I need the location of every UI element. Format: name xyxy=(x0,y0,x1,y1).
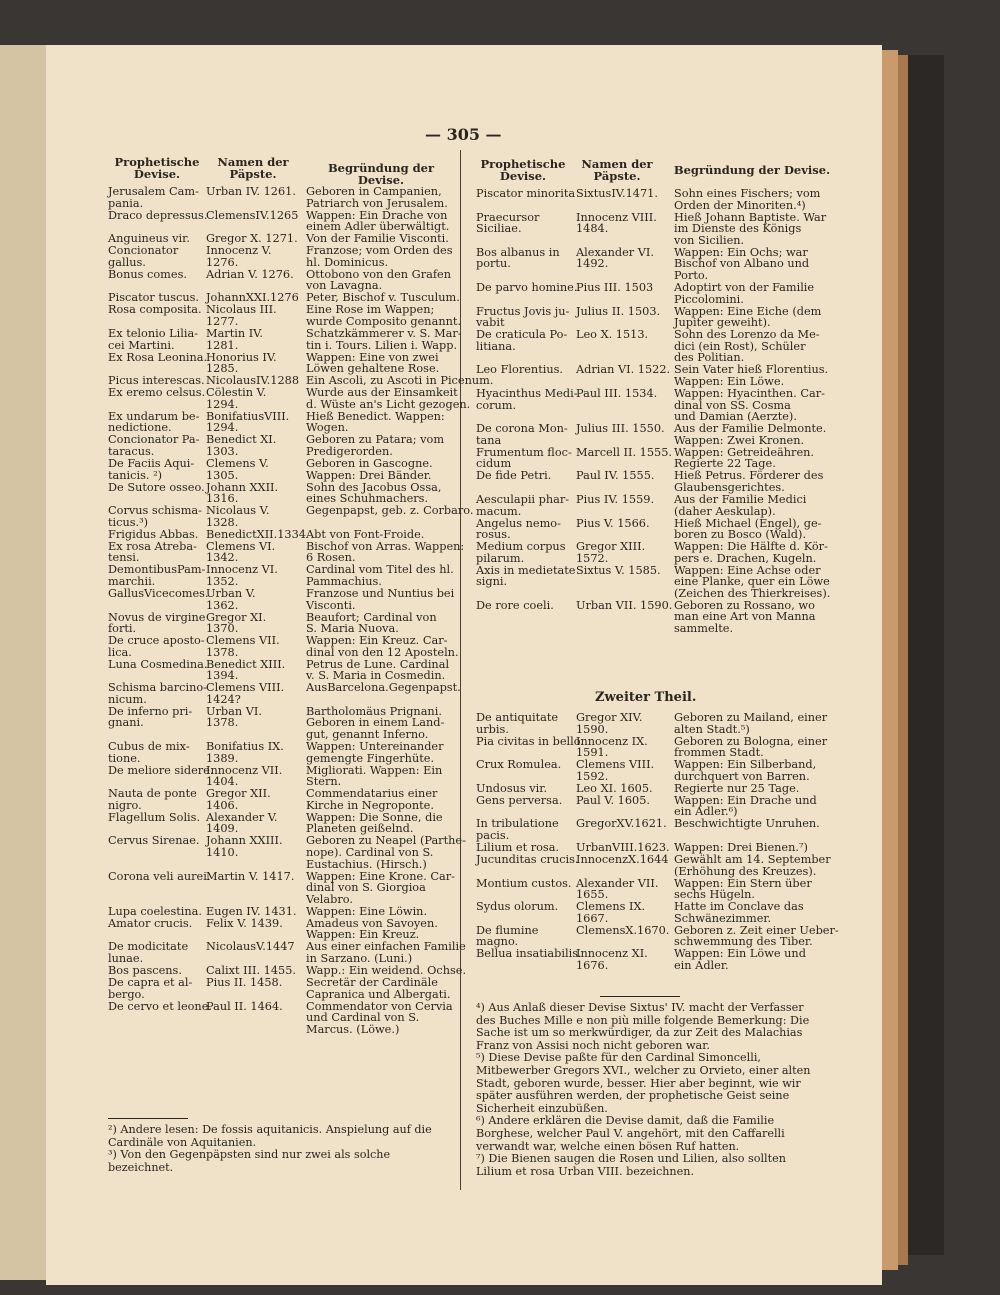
reason-cell: Gewählt am 14. September (Erhöhung des Kreuzes). xyxy=(674,852,831,878)
reason-cell: Peter, Bischof v. Tusculum. xyxy=(306,291,460,305)
reason-cell: Wappen: Ein Löwe und ein Adler. xyxy=(674,947,806,972)
pope-cell: Adrian VI. 1522. xyxy=(576,363,671,377)
table-row xyxy=(108,210,458,234)
devise-cell: Jucunditas crucis. xyxy=(476,852,579,866)
reason-cell: Petrus de Lune. Cardinal v. S. Maria in Cosmedin. xyxy=(306,657,450,683)
table-row xyxy=(476,854,836,878)
devise-cell: De antiquitate urbis. xyxy=(476,711,559,736)
footnote: ²) Andere lesen: De fossis aquitanicis. Anspielung auf die Cardinäle von Aquitanien. xyxy=(108,1123,432,1149)
table-row xyxy=(476,364,836,388)
table-row xyxy=(108,834,466,871)
devise-cell: De corona Mon- tana xyxy=(476,422,568,447)
footnote: ⁶) Andere erklären die Devise damit, daß die Familie Borghese, welcher Paul V. angehört, mit den Caffarelli verwandt war, welche einen bösen Ruf hatten. xyxy=(476,1114,785,1153)
reason-cell: Bischof von Arras. Wappen: 6 Rosen. xyxy=(306,539,465,565)
devise-cell: Fructus Jovis ju- vabit xyxy=(476,304,570,330)
devise-cell: Ex eremo celsus. xyxy=(108,386,206,400)
pope-cell: Martin IV. 1281. xyxy=(206,326,263,352)
devise-cell: De fide Petri. xyxy=(476,469,552,483)
devise-cell: Luna Cosmedina. xyxy=(108,657,208,671)
reason-cell: Sein Vater hieß Florentius. Wappen: Ein Löwe. xyxy=(674,363,829,388)
pope-cell: Calixt III. 1455. xyxy=(206,964,297,977)
pope-cell: Urban VI. 1378. xyxy=(206,704,262,730)
left-page-edge xyxy=(0,45,46,1280)
devise-cell: Jerusalem Cam- pania. xyxy=(108,185,199,210)
devise-cell: Undosus vir. xyxy=(476,781,548,795)
pope-cell: BonifatiusVIII. 1294. xyxy=(206,409,290,435)
pope-cell: Cölestin V. 1294. xyxy=(206,386,267,411)
pope-cell: JohannXXI.1276 xyxy=(206,291,299,305)
reason-cell: Wappen: Untereinander gemengte Fingerhüte. xyxy=(306,740,444,765)
devise-cell: De capra et al- bergo. xyxy=(108,976,193,1001)
pope-cell: Benedict XIII. 1394. xyxy=(206,657,286,683)
table-row xyxy=(476,306,836,330)
table-row xyxy=(476,948,836,972)
reason-cell: Wappen: Ein Kreuz. Car- dinal von den 12 Aposteln. xyxy=(306,634,459,659)
table-row xyxy=(108,706,458,741)
reason-cell: Wapp.: Ein weidend. Ochse. xyxy=(306,964,467,977)
devise-cell: Praecursor Siciliae. xyxy=(476,210,540,236)
pope-cell: Gregor X. 1271. xyxy=(206,232,298,246)
table-row xyxy=(476,795,836,819)
left-header-reason: Begründung der Devise. xyxy=(327,161,435,187)
reason-cell: Adoptirt von der Familie Piccolomini. xyxy=(674,280,815,306)
left-table xyxy=(108,185,494,1036)
devise-cell: Angelus nemo- rosus. xyxy=(476,516,561,542)
table-row xyxy=(108,482,458,506)
table-row xyxy=(108,504,474,529)
table-row xyxy=(108,659,458,683)
pope-cell: Benedict XI. 1303. xyxy=(206,433,277,458)
page-number: — 305 — xyxy=(425,125,502,144)
table-row xyxy=(108,411,458,435)
devise-cell: De Sutore osseo. xyxy=(108,480,205,494)
devise-cell: De flumine magno. xyxy=(476,923,539,949)
devise-cell: Picus interescas. xyxy=(108,374,205,388)
left-header-popes: Namen der Päpste. xyxy=(217,155,289,181)
devise-cell: Flagellum Solis. xyxy=(108,810,201,824)
table-row xyxy=(476,212,836,247)
table-row xyxy=(476,447,836,471)
table-row xyxy=(108,186,458,210)
devise-cell: Amator crucis. xyxy=(108,916,193,930)
devise-cell: DemontibusPam- marchii. xyxy=(108,563,206,588)
table-row xyxy=(476,282,836,306)
devise-cell: Novus de virgine forti. xyxy=(108,610,206,636)
devise-cell: Lupa coelestina. xyxy=(108,904,202,918)
reason-cell: Sohn des Jacobus Ossa, eines Schuhmachers. xyxy=(306,480,442,506)
devise-cell: Ex Rosa Leonina. xyxy=(108,350,208,364)
devise-cell: De parvo homine. xyxy=(476,280,578,294)
reason-cell: Geboren in Campanien, Patriarch von Jerusalem. xyxy=(306,185,448,210)
pope-cell: Sixtus V. 1585. xyxy=(576,563,661,577)
devise-cell: Medium corpus pilarum. xyxy=(476,540,566,565)
pope-cell: Felix V. 1439. xyxy=(206,916,283,930)
page-stack-edge-inner xyxy=(898,55,908,1265)
pope-cell: Julius III. 1550. xyxy=(576,422,665,436)
devise-cell: Aesculapii phar- macum. xyxy=(476,492,570,518)
pope-cell: Johann XXII. 1316. xyxy=(206,480,279,506)
reason-cell: Hatte im Conclave das Schwänezimmer. xyxy=(674,900,804,925)
table-row xyxy=(476,923,839,949)
table-row xyxy=(108,458,458,482)
reason-cell: Aus der Familie Delmonte. Wappen: Zwei Kronen. xyxy=(674,422,827,447)
pope-cell: GregorXV.1621. xyxy=(576,817,667,831)
table-row xyxy=(108,1001,458,1036)
reason-cell: Amadeus von Savoyen. Wappen: Ein Kreuz. xyxy=(306,916,438,942)
table-row xyxy=(108,765,458,789)
devise-cell: Frigidus Abbas. xyxy=(108,527,199,541)
pope-cell: Paul III. 1534. xyxy=(576,386,658,400)
devise-cell: Cubus de mix- tione. xyxy=(108,740,190,765)
table-row xyxy=(108,940,466,965)
devise-cell: De rore coeli. xyxy=(476,598,554,612)
table-row xyxy=(108,871,458,906)
pope-cell: Alexander VII. 1655. xyxy=(576,876,659,902)
pope-cell: Gregor XII. 1406. xyxy=(206,787,271,812)
pope-cell: Pius III. 1503 xyxy=(576,280,654,294)
footnotes-right xyxy=(476,1002,818,1178)
devise-cell: Nauta de ponte nigro. xyxy=(108,787,197,812)
table-row xyxy=(476,247,836,282)
devise-cell: Anguineus vir. xyxy=(108,232,190,246)
pope-cell: Innocenz VII. 1404. xyxy=(206,763,283,789)
pope-cell: Gregor XI. 1370. xyxy=(206,610,267,636)
table-row xyxy=(108,906,458,918)
pope-cell: Pius V. 1566. xyxy=(576,516,650,530)
footnote-rule-right xyxy=(600,996,680,997)
pope-cell: Gregor XIII. 1572. xyxy=(576,540,646,565)
reason-cell: Schatzkämmerer v. S. Mar- tin i. Tours. Lilien i. Wapp. xyxy=(306,326,462,352)
devise-cell: Ex undarum be- nedictione. xyxy=(108,409,200,435)
table-row xyxy=(108,741,458,765)
reason-cell: Hieß Petrus. Förderer des Glaubensgerichtes. xyxy=(674,469,824,494)
reason-cell: Wappen: Hyacinthen. Car- dinal von SS. Cosma und Damian (Aerzte). xyxy=(674,386,825,424)
pope-cell: Paul II. 1464. xyxy=(206,999,283,1013)
devise-cell: Leo Florentius. xyxy=(476,363,564,377)
devise-cell: Hyacinthus Medi- corum. xyxy=(476,386,578,412)
pope-cell: Clemens VI. 1342. xyxy=(206,539,276,565)
reason-cell: Hieß Michael (Engel), ge- boren zu Bosco (Wald). xyxy=(674,516,822,542)
pope-cell: Adrian V. 1276. xyxy=(206,267,294,281)
reason-cell: Hieß Johann Baptiste. War im Dienste des Königs von Sicilien. xyxy=(674,210,827,247)
book-cover-board xyxy=(908,55,944,1255)
table-row xyxy=(108,303,461,328)
reason-cell: Ein Ascoli, zu Ascoti in Picenum. xyxy=(306,374,494,388)
pope-cell: Leo X. 1513. xyxy=(576,328,649,342)
devise-cell: Gens perversa. xyxy=(476,793,563,807)
reason-cell: Secretär der Cardinäle Capranica und Albergati. xyxy=(306,976,451,1001)
table-row xyxy=(476,878,836,902)
reason-cell: AusBarcelona.Gegenpapst. xyxy=(306,681,461,695)
table-row xyxy=(108,434,458,458)
pope-cell: Gregor XIV. 1590. xyxy=(576,711,643,736)
devise-cell: Bellua insatiabilis. xyxy=(476,947,582,961)
right-table xyxy=(476,188,836,635)
table-row xyxy=(476,470,836,494)
reason-cell: Wappen: Ein Stern über sechs Hügeln. xyxy=(674,876,812,902)
table-row xyxy=(476,541,836,565)
reason-cell: Wappen: Eine Eiche (dem Jupiter geweiht). xyxy=(674,304,822,330)
devise-cell: Bonus comes. xyxy=(108,267,187,281)
right-header-popes: Namen der Päpste. xyxy=(581,157,653,183)
pope-cell: Clemens V. 1305. xyxy=(206,456,269,482)
devise-cell: De inferno pri- gnani. xyxy=(108,704,193,730)
table-row xyxy=(476,736,836,760)
table-row xyxy=(108,539,465,565)
table-row xyxy=(476,600,836,635)
reason-cell: Aus der Familie Medici (daher Aeskulap). xyxy=(674,492,807,518)
table-row xyxy=(476,818,836,842)
reason-cell: Geboren z. Zeit einer Ueber- schwemmung des Tiber. xyxy=(674,923,839,949)
table-row xyxy=(476,329,836,364)
table-row xyxy=(108,812,458,836)
devise-cell: Sydus olorum. xyxy=(476,900,559,914)
table-row xyxy=(476,388,836,423)
devise-cell: De cervo et leone. xyxy=(108,999,212,1013)
footnote: ⁷) Die Bienen saugen die Rosen und Lilien, also sollten Lilium et rosa Urban VIII. bezeichnen. xyxy=(476,1152,786,1178)
reason-cell: Ottobono von den Grafen von Lavagna. xyxy=(306,267,451,293)
devise-cell: Rosa composita. xyxy=(108,303,202,317)
devise-cell: Piscator tuscus. xyxy=(108,291,200,305)
devise-cell: Lilium et rosa. xyxy=(476,840,560,854)
table-row xyxy=(108,635,458,659)
pope-cell: Clemens VIII. 1592. xyxy=(576,758,655,783)
reason-cell: Sohn eines Fischers; vom Orden der Minoriten.⁴) xyxy=(674,187,821,212)
table-row xyxy=(476,759,836,783)
table-row xyxy=(108,681,461,706)
footnote: ⁵) Diese Devise paßte für den Cardinal Simoncelli, Mitbewerber Gregors XVI., welcher zu Orvieto, einer alten Stadt, geboren wurde, besser. Hier aber beginnt, wie wir später ausführen werden, der prophetische Geist seine Sicherheit einzubüßen. xyxy=(476,1051,811,1115)
reason-cell: Geboren zu Patara; vom Predigerorden. xyxy=(306,433,445,458)
devise-cell: Montium custos. xyxy=(476,876,572,890)
table-row xyxy=(108,326,462,352)
reason-cell: Von der Familie Visconti. xyxy=(306,232,449,246)
reason-cell: Wappen: Ein Ochs; war Bischof von Albano und Porto. xyxy=(674,245,810,282)
pope-cell: UrbanVIII.1623. xyxy=(576,840,670,854)
reason-cell: Wappen: Eine Achse oder eine Planke, quer ein Löwe (Zeichen des Thierkreises). xyxy=(674,563,831,600)
pope-cell: Innocenz VI. 1352. xyxy=(206,563,278,588)
pope-cell: Leo XI. 1605. xyxy=(576,781,653,795)
pope-cell: SixtusIV.1471. xyxy=(576,187,658,200)
pope-cell: Innocenz XI. 1676. xyxy=(576,947,648,972)
reason-cell: Wappen: Getreideähren. Regierte 22 Tage. xyxy=(674,445,815,471)
devise-cell: Schisma barcino- nicum. xyxy=(108,681,207,706)
right-header-devise: Prophetische Devise. xyxy=(480,157,566,183)
pope-cell: Johann XXIII. 1410. xyxy=(206,834,283,860)
reason-cell: Hieß Benedict. Wappen: Wogen. xyxy=(306,409,445,435)
pope-cell: Paul IV. 1555. xyxy=(576,469,655,483)
reason-cell: Beschwichtigte Unruhen. xyxy=(674,817,820,831)
devise-cell: Bos albanus in portu. xyxy=(476,245,560,271)
reason-cell: Eine Rose im Wappen; wurde Composito genannt. xyxy=(306,303,461,328)
pope-cell: Clemens VIII. 1424? xyxy=(206,681,285,706)
reason-cell: Franzose und Nuntius bei Visconti. xyxy=(306,586,455,612)
reason-cell: Wappen: Ein Drache von einem Adler überwältigt. xyxy=(306,208,450,234)
reason-cell: Geboren zu Rossano, wo man eine Art von Manna sammelte. xyxy=(674,598,816,636)
reason-cell: Franzose; vom Orden des hl. Dominicus. xyxy=(306,244,453,269)
pope-cell: Pius II. 1458. xyxy=(206,976,283,989)
pope-cell: Urban VII. 1590. xyxy=(576,598,673,612)
table-row xyxy=(476,188,836,212)
pope-cell: Innocenz V. 1276. xyxy=(206,244,272,269)
pope-cell: Alexander VI. 1492. xyxy=(576,245,654,271)
reason-cell: Regierte nur 25 Tage. xyxy=(674,781,800,795)
pope-cell: Bonifatius IX. 1389. xyxy=(206,740,284,765)
reason-cell: Migliorati. Wappen: Ein Stern. xyxy=(306,763,443,789)
devise-cell: Cervus Sirenae. xyxy=(108,834,200,848)
devise-cell: Concionator Pa- taracus. xyxy=(108,433,200,458)
pope-cell: Urban V. 1362. xyxy=(206,586,256,612)
devise-cell: Corvus schisma- ticus.³) xyxy=(108,504,202,529)
pope-cell: NicolausIV.1288 xyxy=(206,374,300,388)
table-row xyxy=(476,518,836,542)
reason-cell: Wurde aus der Einsamkeit d. Wüste an's Licht gezogen. xyxy=(306,386,471,411)
table-row xyxy=(108,977,458,1001)
devise-cell: De meliore sidere. xyxy=(108,763,214,777)
table-row xyxy=(108,245,458,269)
reason-cell: Abt von Font-Froide. xyxy=(306,527,425,541)
pope-cell: Paul V. 1605. xyxy=(576,793,651,807)
reason-cell: Cardinal vom Titel des hl. Pammachius. xyxy=(306,563,454,588)
pope-cell: Honorius IV. 1285. xyxy=(206,350,277,376)
table-row xyxy=(476,783,836,795)
table-row xyxy=(108,612,458,636)
devise-cell: De cruce aposto- lica. xyxy=(108,634,205,659)
reason-cell: Gegenpapst, geb. z. Corbaro. xyxy=(306,504,474,518)
pope-cell: Nicolaus III. 1277. xyxy=(206,303,277,328)
pope-cell: ClemensX.1670. xyxy=(576,923,670,937)
left-header-devise: Prophetische Devise. xyxy=(114,155,200,181)
pope-cell: BenedictXII.1334 xyxy=(206,527,306,541)
reason-cell: Wappen: Die Sonne, die Planeten geißelnd. xyxy=(306,810,443,836)
reason-cell: Bartholomäus Prignani. Geboren in einem Land- gut, genannt Inferno. xyxy=(306,704,445,742)
reason-cell: Sohn des Lorenzo da Me- dici (ein Rost), Schüler des Politian. xyxy=(674,328,820,365)
reason-cell: Wappen: Ein Drache und ein Adler.⁶) xyxy=(674,793,817,819)
part-two-heading: Zweiter Theil. xyxy=(595,690,697,705)
table-row xyxy=(476,901,836,925)
footnote-rule-left xyxy=(108,1118,188,1119)
pope-cell: Nicolaus V. 1328. xyxy=(206,504,270,529)
reason-cell: Wappen: Eine Löwin. xyxy=(306,904,428,918)
devise-cell: De craticula Po- litiana. xyxy=(476,328,568,353)
reason-cell: Wappen: Eine von zwei Löwen gehaltene Rose. xyxy=(306,350,440,376)
pope-cell: Innocenz VIII. 1484. xyxy=(576,210,657,236)
devise-cell: Pia civitas in bello. xyxy=(476,734,584,748)
table-row xyxy=(476,565,836,600)
pope-cell: Innocenz IX. 1591. xyxy=(576,734,648,760)
pope-cell: Julius II. 1503. xyxy=(576,304,661,318)
pope-cell: NicolausV.1447 xyxy=(206,940,295,954)
pope-cell: InnocenzX.1644 xyxy=(576,852,669,866)
devise-cell: Frumentum floc- cidum xyxy=(476,445,572,471)
reason-cell: Wappen: Drei Bienen.⁷) xyxy=(674,840,808,854)
pope-cell: Martin V. 1417. xyxy=(206,869,295,883)
footnote: ⁴) Aus Anlaß dieser Devise Sixtus' IV. macht der Verfasser des Buches Mille e non più mille folgende Bemerkung: Die Sache ist um so merkwürdiger, da zur Zeit des Malachias Franz von Assisi noch nicht geboren war. xyxy=(476,1001,810,1052)
devise-cell: Ex telonio Lilia- cei Martini. xyxy=(108,326,199,352)
table-row xyxy=(108,564,458,588)
table-row xyxy=(108,588,458,612)
devise-cell: Axis in medietate signi. xyxy=(476,563,576,589)
pope-cell: Pius IV. 1559. xyxy=(576,492,655,506)
footnote: ³) Von den Gegenpäpsten sind nur zwei als solche bezeichnet. xyxy=(108,1148,391,1174)
devise-cell: De Faciis Aqui- tanicis. ²) xyxy=(108,456,195,482)
reason-cell: Beaufort; Cardinal von S. Maria Nuova. xyxy=(306,610,437,636)
page-stack-edge xyxy=(882,50,898,1270)
reason-cell: Geboren zu Bologna, einer frommen Stadt. xyxy=(674,734,828,760)
pope-cell: Clemens VII. 1378. xyxy=(206,634,280,659)
reason-cell: Geboren zu Mailand, einer alten Stadt.⁵) xyxy=(674,711,828,736)
table-row xyxy=(476,423,836,447)
devise-cell: Piscator minorita xyxy=(476,187,576,200)
table-row xyxy=(108,269,458,293)
reason-cell: Aus einer einfachen Familie in Sarzano. (Luni.) xyxy=(306,940,466,965)
right-header-reason: Begründung der Devise. xyxy=(673,163,831,177)
reason-cell: Geboren zu Neapel (Parthe- nope). Cardinal von S. Eustachius. (Hirsch.) xyxy=(306,834,466,871)
pope-cell: ClemensIV.1265 xyxy=(206,208,299,222)
pope-cell: Urban IV. 1261. xyxy=(206,185,296,198)
pope-cell: Clemens IX. 1667. xyxy=(576,900,646,925)
devise-cell: Draco depressus. xyxy=(108,208,208,222)
devise-cell: Ex rosa Atreba- tensi. xyxy=(108,539,197,565)
devise-cell: In tribulatione pacis. xyxy=(476,817,559,842)
table-row xyxy=(476,494,836,518)
reason-cell: Commendatarius einer Kirche in Negroponte. xyxy=(306,787,438,812)
pope-cell: Alexander V. 1409. xyxy=(206,810,278,836)
pope-cell: Eugen IV. 1431. xyxy=(206,904,297,918)
reason-cell: Wappen: Eine Krone. Car- dinal von S. Giorgioa Velabro. xyxy=(306,869,455,906)
table-row xyxy=(108,529,458,541)
devise-cell: Crux Romulea. xyxy=(476,758,562,772)
reason-cell: Commendator von Cervia und Cardinal von S. Marcus. (Löwe.) xyxy=(306,999,453,1036)
table-row xyxy=(108,788,458,812)
reason-cell: Wappen: Ein Silberband, durchquert von Barren. xyxy=(674,758,817,783)
part-two-table xyxy=(476,711,839,972)
table-row xyxy=(108,918,458,942)
table-row xyxy=(108,352,458,376)
table-row xyxy=(108,386,471,411)
reason-cell: Wappen: Die Hälfte d. Kör- pers e. Drachen, Kugeln. xyxy=(674,540,828,565)
reason-cell: Geboren in Gascogne. Wappen: Drei Bänder. xyxy=(306,456,433,482)
devise-cell: Bos pascens. xyxy=(108,964,182,977)
devise-cell: GallusVicecomes. xyxy=(108,586,209,600)
pope-cell: Marcell II. 1555. xyxy=(576,445,672,459)
devise-cell: Concionator gallus. xyxy=(108,244,179,269)
devise-cell: De modicitate lunae. xyxy=(108,940,189,965)
devise-cell: Corona veli aurei. xyxy=(108,869,211,883)
footnotes-left xyxy=(108,1124,453,1174)
table-row xyxy=(476,712,836,736)
